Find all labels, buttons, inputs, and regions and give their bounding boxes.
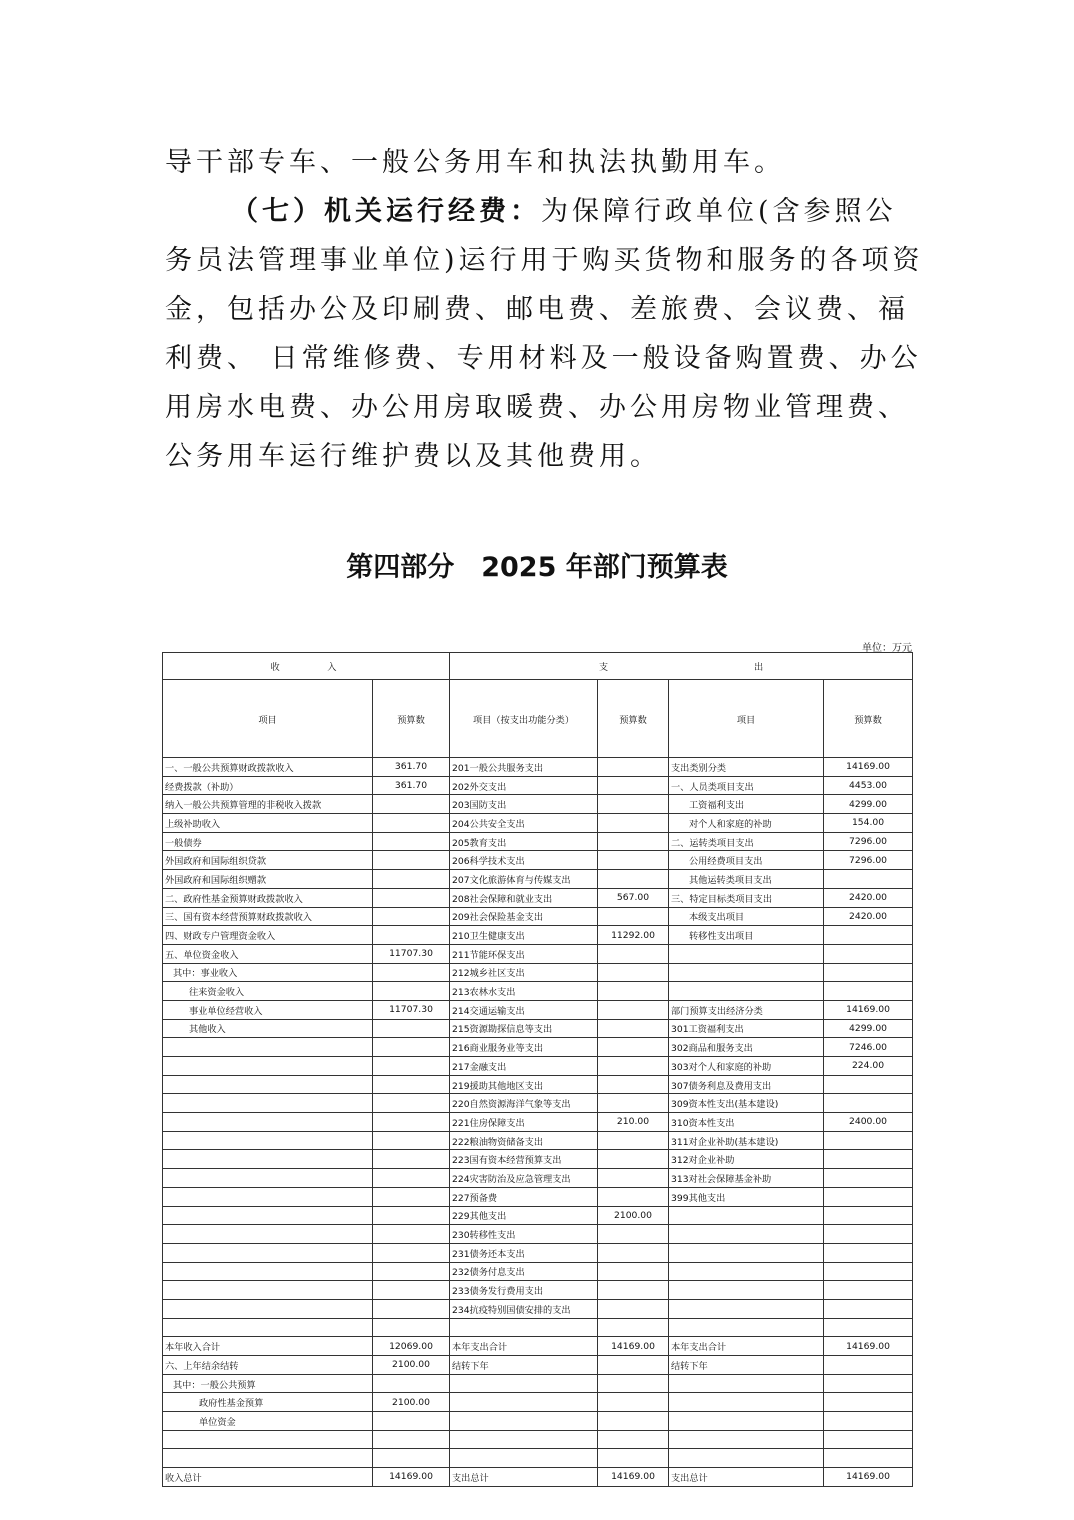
table-cell (669, 1206, 824, 1225)
table-cell: 14169.00 (598, 1468, 669, 1487)
table-cell (163, 1038, 373, 1057)
table-cell (598, 795, 669, 814)
table-row (163, 982, 913, 1001)
table-cell (450, 1430, 598, 1449)
table-cell (598, 1225, 669, 1244)
table-cell: 其中：事业收入 (163, 963, 373, 982)
table-cell (598, 1075, 669, 1094)
table-cell: 229其他支出 (450, 1206, 598, 1225)
table-cell (598, 1131, 669, 1150)
table-cell (373, 1318, 450, 1337)
table-cell (598, 1019, 669, 1038)
table-cell: 一、一般公共预算财政拨款收入 (163, 758, 373, 777)
table-cell (163, 1169, 373, 1188)
table-row (163, 870, 913, 889)
table-cell: 一、人员类项目支出 (669, 776, 824, 795)
table-cell (598, 1169, 669, 1188)
table-cell (450, 1393, 598, 1412)
table-cell: 经费拨款（补助） (163, 776, 373, 795)
table-cell: 本年支出合计 (669, 1337, 824, 1356)
header-row-1 (163, 653, 913, 680)
table-row (163, 907, 913, 926)
table-cell (824, 963, 913, 982)
table-row (163, 944, 913, 963)
table-cell: 2420.00 (824, 888, 913, 907)
table-cell (163, 1262, 373, 1281)
table-cell: 11707.30 (373, 944, 450, 963)
table-cell (373, 1169, 450, 1188)
table-cell: 7296.00 (824, 851, 913, 870)
table-cell: 206科学技术支出 (450, 851, 598, 870)
table-cell (598, 1393, 669, 1412)
table-cell: 14169.00 (824, 758, 913, 777)
table-row (163, 1449, 913, 1468)
table-cell (669, 963, 824, 982)
table-cell: 220自然资源海洋气象等支出 (450, 1094, 598, 1113)
table-cell: 其他收入 (163, 1019, 373, 1038)
header-col-amount3: 预算数 (824, 680, 913, 758)
table-cell: 301工资福利支出 (669, 1019, 824, 1038)
table-cell: 11292.00 (598, 926, 669, 945)
table-cell: 309资本性支出(基本建设) (669, 1094, 824, 1113)
table-row (163, 1113, 913, 1132)
table-cell (598, 832, 669, 851)
table-cell (598, 1262, 669, 1281)
table-cell (163, 1187, 373, 1206)
table-cell: 302商品和服务支出 (669, 1038, 824, 1057)
table-cell (598, 814, 669, 833)
header-expense-b: 出 (753, 662, 764, 673)
table-cell (373, 832, 450, 851)
table-cell (450, 1374, 598, 1393)
table-row (163, 1225, 913, 1244)
table-cell (669, 944, 824, 963)
table-cell (163, 1430, 373, 1449)
table-row (163, 758, 913, 777)
table-cell: 结转下年 (450, 1356, 598, 1375)
table-cell (373, 1019, 450, 1038)
table-cell (824, 1318, 913, 1337)
table-cell: 221住房保障支出 (450, 1113, 598, 1132)
table-cell: 本级支出项目 (669, 907, 824, 926)
table-cell (824, 870, 913, 889)
table-cell: 219援助其他地区支出 (450, 1075, 598, 1094)
table-cell: 4453.00 (824, 776, 913, 795)
table-cell (669, 1393, 824, 1412)
table-row (163, 1318, 913, 1337)
table-row (163, 1075, 913, 1094)
header-expense (450, 653, 913, 680)
table-cell: 204公共安全支出 (450, 814, 598, 833)
table-cell: 公用经费项目支出 (669, 851, 824, 870)
table-row (163, 1468, 913, 1487)
budget-table (162, 652, 913, 1487)
table-cell (824, 982, 913, 1001)
table-cell (824, 1299, 913, 1318)
table-cell: 11707.30 (373, 1000, 450, 1019)
table-cell (163, 1299, 373, 1318)
table-cell: 212城乡社区支出 (450, 963, 598, 982)
table-cell (824, 1356, 913, 1375)
table-cell: 本年支出合计 (450, 1337, 598, 1356)
table-row (163, 1337, 913, 1356)
header-col-amount: 预算数 (373, 680, 450, 758)
table-cell (598, 1281, 669, 1300)
table-cell: 361.70 (373, 776, 450, 795)
table-cell: 五、单位资金收入 (163, 944, 373, 963)
table-cell (163, 1094, 373, 1113)
table-row (163, 888, 913, 907)
table-cell: 312对企业补助 (669, 1150, 824, 1169)
table-cell: 2400.00 (824, 1113, 913, 1132)
table-cell (373, 1374, 450, 1393)
table-cell: 210卫生健康支出 (450, 926, 598, 945)
header-expense-a: 支 (598, 662, 609, 673)
table-cell (824, 1243, 913, 1262)
table-cell: 234抗疫特别国债安排的支出 (450, 1299, 598, 1318)
table-cell: 224.00 (824, 1057, 913, 1076)
table-cell: 支出类别分类 (669, 758, 824, 777)
table-cell (373, 814, 450, 833)
table-cell (373, 1243, 450, 1262)
table-cell (163, 1318, 373, 1337)
table-cell: 一般债券 (163, 832, 373, 851)
table-cell (598, 1318, 669, 1337)
table-cell (598, 944, 669, 963)
table-cell (373, 851, 450, 870)
table-cell: 二、运转类项目支出 (669, 832, 824, 851)
table-cell: 支出总计 (450, 1468, 598, 1487)
table-cell (373, 1430, 450, 1449)
table-cell (598, 1299, 669, 1318)
table-cell (373, 1449, 450, 1468)
table-cell: 303对个人和家庭的补助 (669, 1057, 824, 1076)
table-cell (598, 1374, 669, 1393)
table-row (163, 795, 913, 814)
table-cell (598, 1187, 669, 1206)
table-row (163, 963, 913, 982)
table-cell (373, 795, 450, 814)
table-cell: 三、特定目标类项目支出 (669, 888, 824, 907)
table-cell: 216商业服务业等支出 (450, 1038, 598, 1057)
table-cell (824, 1206, 913, 1225)
table-cell (373, 1206, 450, 1225)
table-cell (669, 982, 824, 1001)
table-cell: 工资福利支出 (669, 795, 824, 814)
table-cell: 往来资金收入 (163, 982, 373, 1001)
table-cell: 2100.00 (598, 1206, 669, 1225)
table-cell (373, 1225, 450, 1244)
table-row (163, 1299, 913, 1318)
table-cell: 四、财政专户管理资金收入 (163, 926, 373, 945)
table-cell (824, 1430, 913, 1449)
table-cell (373, 1094, 450, 1113)
table-cell: 399其他支出 (669, 1187, 824, 1206)
table-cell (824, 1262, 913, 1281)
table-cell: 4299.00 (824, 795, 913, 814)
table-cell (373, 926, 450, 945)
table-cell (824, 1412, 913, 1431)
table-cell (669, 1430, 824, 1449)
table-cell: 14169.00 (824, 1000, 913, 1019)
table-cell (373, 1113, 450, 1132)
table-cell: 211节能环保支出 (450, 944, 598, 963)
table-row (163, 1150, 913, 1169)
table-cell (669, 1281, 824, 1300)
table-cell: 310资本性支出 (669, 1113, 824, 1132)
table-cell: 2420.00 (824, 907, 913, 926)
table-row (163, 1057, 913, 1076)
table-cell: 支出总计 (669, 1468, 824, 1487)
table-row (163, 1094, 913, 1113)
table-row (163, 1243, 913, 1262)
table-cell (598, 982, 669, 1001)
table-cell: 231债务还本支出 (450, 1243, 598, 1262)
header-col-item3: 项目 (669, 680, 824, 758)
table-cell (373, 1057, 450, 1076)
table-cell (598, 1038, 669, 1057)
table-row (163, 1374, 913, 1393)
table-cell: 收入总计 (163, 1468, 373, 1487)
table-cell: 14169.00 (598, 1337, 669, 1356)
table-cell (373, 1412, 450, 1431)
table-cell: 政府性基金预算 (163, 1393, 373, 1412)
table-cell (824, 1225, 913, 1244)
table-cell (598, 1449, 669, 1468)
table-cell (598, 1356, 669, 1375)
table-row (163, 1412, 913, 1431)
table-row (163, 1038, 913, 1057)
table-cell: 217金融支出 (450, 1057, 598, 1076)
table-cell (373, 1281, 450, 1300)
table-cell: 227预备费 (450, 1187, 598, 1206)
header-income: 收 入 (163, 653, 450, 680)
table-cell: 311对企业补助(基本建设) (669, 1131, 824, 1150)
table-cell (163, 1113, 373, 1132)
table-cell: 215资源勘探信息等支出 (450, 1019, 598, 1038)
table-row (163, 1131, 913, 1150)
table-row (163, 1281, 913, 1300)
table-cell (824, 1374, 913, 1393)
table-cell (598, 1412, 669, 1431)
table-cell (824, 1169, 913, 1188)
table-cell: 二、政府性基金预算财政拨款收入 (163, 888, 373, 907)
table-cell (824, 1150, 913, 1169)
table-cell (598, 851, 669, 870)
table-row (163, 1000, 913, 1019)
table-cell (163, 1075, 373, 1094)
table-row (163, 1430, 913, 1449)
table-cell: 纳入一般公共预算管理的非税收入拨款 (163, 795, 373, 814)
table-row (163, 926, 913, 945)
table-row (163, 776, 913, 795)
section-title: 第四部分 2025 年部门预算表 (346, 552, 728, 583)
table-row (163, 1187, 913, 1206)
table-cell: 14169.00 (824, 1468, 913, 1487)
table-cell (373, 1262, 450, 1281)
table-row (163, 1262, 913, 1281)
table-cell: 12069.00 (373, 1337, 450, 1356)
table-cell: 205教育支出 (450, 832, 598, 851)
table-cell (824, 1131, 913, 1150)
table-cell (669, 1412, 824, 1431)
table-cell (373, 1131, 450, 1150)
table-cell (163, 1243, 373, 1262)
table-cell: 2100.00 (373, 1356, 450, 1375)
table-cell (598, 1000, 669, 1019)
table-cell: 六、上年结余结转 (163, 1356, 373, 1375)
table-cell: 外国政府和国际组织贷款 (163, 851, 373, 870)
table-cell (373, 1187, 450, 1206)
table-cell (824, 1187, 913, 1206)
table-cell: 224灾害防治及应急管理支出 (450, 1169, 598, 1188)
table-cell (669, 1299, 824, 1318)
table-cell (598, 1150, 669, 1169)
table-row (163, 1206, 913, 1225)
table-cell: 210.00 (598, 1113, 669, 1132)
table-cell (824, 926, 913, 945)
table-cell: 部门预算支出经济分类 (669, 1000, 824, 1019)
table-cell (669, 1449, 824, 1468)
table-cell: 232债务付息支出 (450, 1262, 598, 1281)
table-cell (598, 1430, 669, 1449)
table-cell (373, 1038, 450, 1057)
table-cell (598, 776, 669, 795)
table-cell (163, 1150, 373, 1169)
table-cell (598, 758, 669, 777)
table-row (163, 1169, 913, 1188)
table-cell: 213农林水支出 (450, 982, 598, 1001)
table-cell: 7296.00 (824, 832, 913, 851)
definition-operating-funds: 为保障行政单位(含参照公务员法管理事业单位)运行用于购买货物和服务的各项资金，包括办公及印刷费、邮电费、差旅费、会议费、福利费、 日常维修费、专用材料及一般设备购置费、办公用房水电费、办公用房取暖费、办公用房物业管理费、公务用车运行维护费以及其他费用。 (165, 196, 924, 472)
table-cell (598, 1243, 669, 1262)
header-col-item-func: 项目（按支出功能分类） (450, 680, 598, 758)
table-cell: 本年收入合计 (163, 1337, 373, 1356)
table-cell (824, 1449, 913, 1468)
table-cell: 361.70 (373, 758, 450, 777)
table-cell: 事业单位经营收入 (163, 1000, 373, 1019)
table-cell: 上级补助收入 (163, 814, 373, 833)
unit-label: 单位：万元 (862, 643, 912, 654)
table-cell: 230转移性支出 (450, 1225, 598, 1244)
table-cell (824, 1281, 913, 1300)
table-cell: 14169.00 (373, 1468, 450, 1487)
header-col-amount2: 预算数 (598, 680, 669, 758)
table-cell: 307债务利息及费用支出 (669, 1075, 824, 1094)
table-cell (163, 1057, 373, 1076)
table-cell (163, 1225, 373, 1244)
table-row (163, 851, 913, 870)
table-cell (450, 1449, 598, 1468)
table-cell (373, 982, 450, 1001)
table-cell: 其中：一般公共预算 (163, 1374, 373, 1393)
table-cell (450, 1318, 598, 1337)
table-cell: 207文化旅游体育与传媒支出 (450, 870, 598, 889)
table-cell: 208社会保障和就业支出 (450, 888, 598, 907)
table-cell (163, 1281, 373, 1300)
table-cell: 结转下年 (669, 1356, 824, 1375)
table-cell: 单位资金 (163, 1412, 373, 1431)
table-cell (598, 907, 669, 926)
table-row (163, 1393, 913, 1412)
table-cell: 对个人和家庭的补助 (669, 814, 824, 833)
table-cell (450, 1412, 598, 1431)
table-cell: 4299.00 (824, 1019, 913, 1038)
table-cell (373, 1299, 450, 1318)
table-cell: 203国防支出 (450, 795, 598, 814)
table-cell (373, 1150, 450, 1169)
table-cell (824, 1393, 913, 1412)
table-cell: 313对社会保障基金补助 (669, 1169, 824, 1188)
table-cell (373, 963, 450, 982)
table-cell: 201一般公共服务支出 (450, 758, 598, 777)
table-cell (598, 1094, 669, 1113)
header-row-2 (163, 680, 913, 758)
table-cell (598, 870, 669, 889)
table-cell (598, 963, 669, 982)
table-cell (373, 888, 450, 907)
table-row (163, 1356, 913, 1375)
paragraph-operating-funds (165, 187, 925, 481)
table-cell: 三、国有资本经营预算财政拨款收入 (163, 907, 373, 926)
table-cell (163, 1449, 373, 1468)
table-cell (669, 1374, 824, 1393)
table-row (163, 814, 913, 833)
table-cell: 214交通运输支出 (450, 1000, 598, 1019)
table-cell: 其他运转类项目支出 (669, 870, 824, 889)
table-row (163, 832, 913, 851)
table-cell: 14169.00 (824, 1337, 913, 1356)
table-cell: 154.00 (824, 814, 913, 833)
table-cell (163, 1131, 373, 1150)
table-cell: 2100.00 (373, 1393, 450, 1412)
table-cell (824, 1094, 913, 1113)
table-row (163, 1019, 913, 1038)
table-cell: 202外交支出 (450, 776, 598, 795)
table-cell (824, 1075, 913, 1094)
table-cell (163, 1206, 373, 1225)
table-cell: 223国有资本经营预算支出 (450, 1150, 598, 1169)
table-cell: 209社会保险基金支出 (450, 907, 598, 926)
table-cell: 222粮油物资储备支出 (450, 1131, 598, 1150)
table-cell: 外国政府和国际组织赠款 (163, 870, 373, 889)
table-cell (373, 1075, 450, 1094)
table-cell: 转移性支出项目 (669, 926, 824, 945)
table-cell (669, 1243, 824, 1262)
table-cell (669, 1262, 824, 1281)
table-cell: 567.00 (598, 888, 669, 907)
paragraph-vehicle: 导干部专车、一般公务用车和执法执勤用车。 (165, 147, 785, 178)
table-cell (669, 1225, 824, 1244)
term-operating-funds: （七）机关运行经费： (231, 196, 541, 227)
table-cell (598, 1057, 669, 1076)
header-col-item: 项目 (163, 680, 373, 758)
table-cell (669, 1318, 824, 1337)
table-cell: 233债务发行费用支出 (450, 1281, 598, 1300)
table-cell (373, 907, 450, 926)
table-cell (373, 870, 450, 889)
table-cell: 7246.00 (824, 1038, 913, 1057)
table-cell (824, 944, 913, 963)
